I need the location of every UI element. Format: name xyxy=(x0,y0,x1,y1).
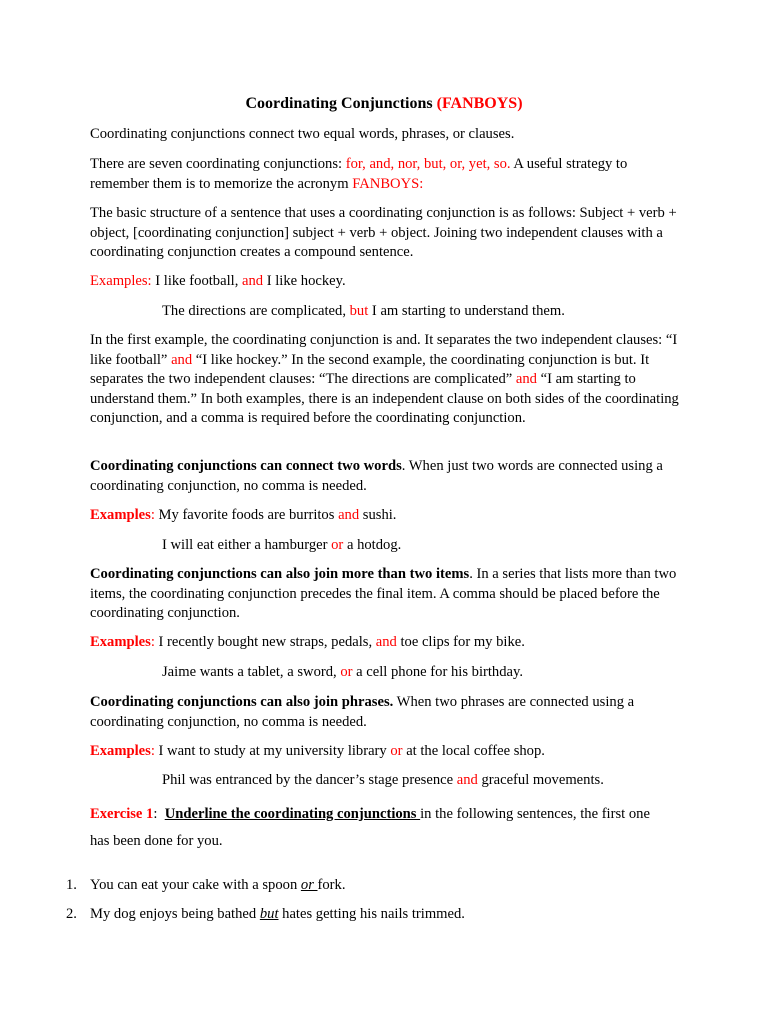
structure-paragraph: The basic structure of a sentence that uses a coordinating conjunction is as follows: Subject + verb + object, [coordinating conjunction] subject + verb + object. Joining two independent clauses with a coordinating conjunction creates a compound sentence. xyxy=(90,205,677,260)
page-title xyxy=(0,94,768,114)
acronym-label: FANBOYS: xyxy=(352,175,424,192)
list-sentence: You can eat your cake with a spoon or fork. xyxy=(90,877,346,893)
list-sentence: My dog enjoys being bathed but hates getting his nails trimmed. xyxy=(90,906,465,922)
rule-heading: Coordinating conjunctions can connect two words xyxy=(90,458,402,474)
underlined-conjunction: but xyxy=(259,906,279,922)
exercise-instructions: Exercise 1: Underline the coordinating conjunctions in the following sentences, the first one has been done for you. xyxy=(90,806,650,849)
exercise-label: Exercise 1 xyxy=(90,806,154,822)
example-1: Examples: I like football, and I like hockey. xyxy=(90,273,346,289)
examples-label: Examples xyxy=(90,507,151,523)
seven-conjunctions-paragraph: There are seven coordinating conjunctions: for, and, nor, but, or, yet, so. A useful strategy to remember them is to memorize the acronym FANBOYS: xyxy=(90,156,628,192)
intro-paragraph: Coordinating conjunctions connect two equal words, phrases, or clauses. xyxy=(90,126,515,142)
examples-label: Examples: xyxy=(90,273,152,289)
example-3b: Jaime wants a tablet, a sword, or a cell phone for his birthday. xyxy=(162,664,523,680)
list-item xyxy=(0,905,768,925)
title-acronym: (FANBOYS) xyxy=(436,95,523,112)
rule-heading: Coordinating conjunctions can also join more than two items xyxy=(90,566,470,582)
underlined-conjunction: or xyxy=(300,877,318,893)
list-number: 2. xyxy=(66,906,77,922)
example-2: Examples: My favorite foods are burritos and sushi. xyxy=(90,507,397,523)
exercise-instruction: Underline the coordinating conjunctions xyxy=(164,806,421,822)
example-4b: Phil was entranced by the dancer’s stage presence and graceful movements. xyxy=(162,772,604,788)
examples-label: Examples xyxy=(90,743,151,759)
phrases-paragraph: Coordinating conjunctions can also join phrases. When two phrases are connected using a coordinating conjunction, no comma is needed. xyxy=(90,694,635,730)
list-number: 1. xyxy=(66,877,77,893)
two-words-paragraph: Coordinating conjunctions can connect two words. When just two words are connected using a coordinating conjunction, no comma is needed. xyxy=(90,458,663,494)
more-items-paragraph: Coordinating conjunctions can also join more than two items. In a series that lists more than two items, the coordinating conjunction precedes the final item. A comma should be placed before the coordinating conjunction. xyxy=(90,566,677,621)
example-2b: I will eat either a hamburger or a hotdog. xyxy=(162,537,402,553)
examples-label: Examples xyxy=(90,634,151,650)
list-item xyxy=(0,876,768,896)
title-main: Coordinating Conjunctions xyxy=(245,95,437,112)
example-4: Examples: I want to study at my university library or at the local coffee shop. xyxy=(90,743,545,759)
example-1b: The directions are complicated, but I am starting to understand them. xyxy=(162,303,565,319)
rule-heading: Coordinating conjunctions can also join phrases. xyxy=(90,694,394,710)
conjunction-list: for, and, nor, but, or, yet, so. xyxy=(345,156,511,172)
explanation-paragraph: In the first example, the coordinating conjunction is and. It separates the two independent clauses: “I like football” and “I like hockey.” In the second example, the coordinating conjunction is but. It separates the two independent clauses: “The directions are complicated” and “I am starting to understand them.” In both examples, there is an independent clause on both sides of the coordinating conjunction, and a comma is required before the coordinating conjunction. xyxy=(90,332,679,426)
example-3: Examples: I recently bought new straps, pedals, and toe clips for my bike. xyxy=(90,634,525,650)
